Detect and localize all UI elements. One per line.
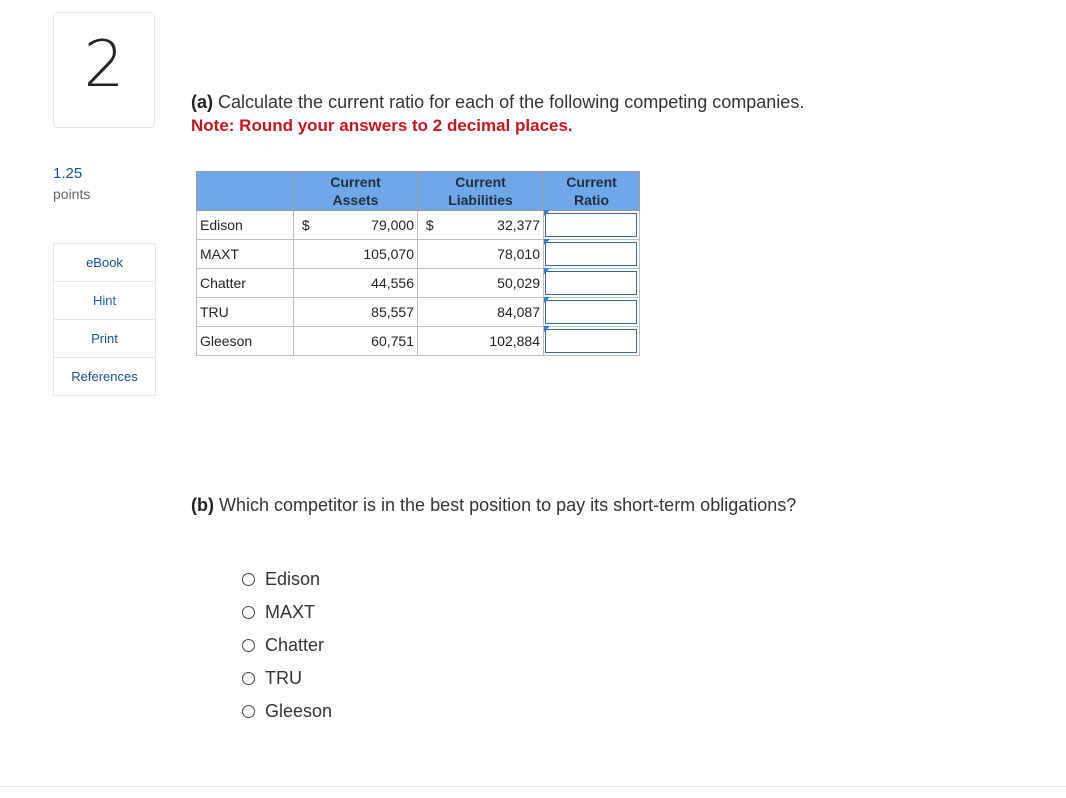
ratio-cell	[544, 269, 640, 298]
part-a-prompt	[191, 92, 804, 113]
points-label: points	[53, 186, 91, 202]
radio-button-icon[interactable]	[242, 672, 255, 685]
part-b-prefix: (b)	[191, 495, 214, 515]
current-liabilities-value: 84,087	[442, 298, 544, 327]
rounding-note: Note: Round your answers to 2 decimal places.	[191, 116, 573, 135]
table-row	[197, 327, 640, 356]
option-label: MAXT	[265, 602, 316, 622]
points-value: 1.25	[53, 165, 83, 182]
table-row	[197, 298, 640, 327]
option-label: Chatter	[265, 635, 325, 655]
header-current-ratio: Current Ratio	[544, 172, 640, 211]
option-label: Gleeson	[265, 701, 333, 721]
ebook-link[interactable]: eBook	[54, 244, 155, 282]
option-edison[interactable]	[240, 563, 332, 596]
ratio-input-tru[interactable]	[545, 300, 637, 324]
hint-link[interactable]: Hint	[54, 282, 155, 320]
flag-marker-icon	[544, 268, 550, 274]
flag-marker-icon	[544, 239, 550, 245]
header-company	[197, 172, 294, 211]
radio-button-icon[interactable]	[242, 573, 255, 586]
ratio-input-chatter[interactable]	[545, 271, 637, 295]
currency-symbol: $	[294, 211, 318, 240]
ratio-cell	[544, 298, 640, 327]
current-liabilities-value: 50,029	[442, 269, 544, 298]
question-number-box	[53, 12, 155, 128]
option-maxt[interactable]	[240, 596, 332, 629]
current-assets-value: 79,000	[318, 211, 418, 240]
currency-symbol: $	[418, 211, 442, 240]
footer-divider	[0, 786, 1066, 787]
ratio-input-edison[interactable]	[545, 213, 637, 237]
currency-blank	[418, 298, 442, 327]
radio-button-icon[interactable]	[242, 639, 255, 652]
flag-marker-icon	[544, 326, 550, 332]
ratio-cell	[544, 211, 640, 240]
option-label: TRU	[265, 668, 302, 688]
current-assets-value: 60,751	[318, 327, 418, 356]
table-header-row	[197, 172, 640, 211]
table-row	[197, 211, 640, 240]
company-name: MAXT	[197, 240, 294, 269]
radio-button-icon[interactable]	[242, 705, 255, 718]
part-b-text: Which competitor is in the best position to pay its short-term obligations?	[213, 495, 797, 515]
company-name: Gleeson	[197, 327, 294, 356]
currency-blank	[294, 240, 318, 269]
option-label: Edison	[265, 569, 321, 589]
currency-blank	[418, 269, 442, 298]
header-current-liabilities: Current Liabilities	[418, 172, 544, 211]
currency-blank	[294, 298, 318, 327]
current-liabilities-value: 78,010	[442, 240, 544, 269]
currency-blank	[418, 240, 442, 269]
flag-marker-icon	[544, 297, 550, 303]
company-name: Chatter	[197, 269, 294, 298]
ratio-input-gleeson[interactable]	[545, 329, 637, 353]
company-name: Edison	[197, 211, 294, 240]
ratio-cell	[544, 327, 640, 356]
current-liabilities-value: 32,377	[442, 211, 544, 240]
flag-marker-icon	[544, 210, 550, 216]
ratio-input-maxt[interactable]	[545, 242, 637, 266]
ratio-cell	[544, 240, 640, 269]
current-liabilities-value: 102,884	[442, 327, 544, 356]
option-tru[interactable]	[240, 662, 332, 695]
option-chatter[interactable]	[240, 629, 332, 662]
radio-button-icon[interactable]	[242, 606, 255, 619]
current-assets-value: 105,070	[318, 240, 418, 269]
part-b-prompt	[191, 495, 796, 516]
current-ratio-table	[196, 171, 640, 356]
company-name: TRU	[197, 298, 294, 327]
table-row	[197, 269, 640, 298]
header-current-assets: Current Assets	[294, 172, 418, 211]
part-a-text: Calculate the current ratio for each of the following competing companies.	[213, 92, 805, 112]
part-a-prefix: (a)	[191, 92, 213, 112]
currency-blank	[418, 327, 442, 356]
table-row	[197, 240, 640, 269]
current-assets-value: 85,557	[318, 298, 418, 327]
option-gleeson[interactable]	[240, 695, 332, 728]
references-link[interactable]: References	[71, 369, 138, 384]
competitor-options	[240, 563, 332, 728]
question-number: 2	[83, 28, 125, 102]
currency-blank	[294, 269, 318, 298]
currency-blank	[294, 327, 318, 356]
current-assets-value: 44,556	[318, 269, 418, 298]
print-link[interactable]: Print	[54, 320, 155, 358]
resource-sidebar	[53, 243, 156, 396]
